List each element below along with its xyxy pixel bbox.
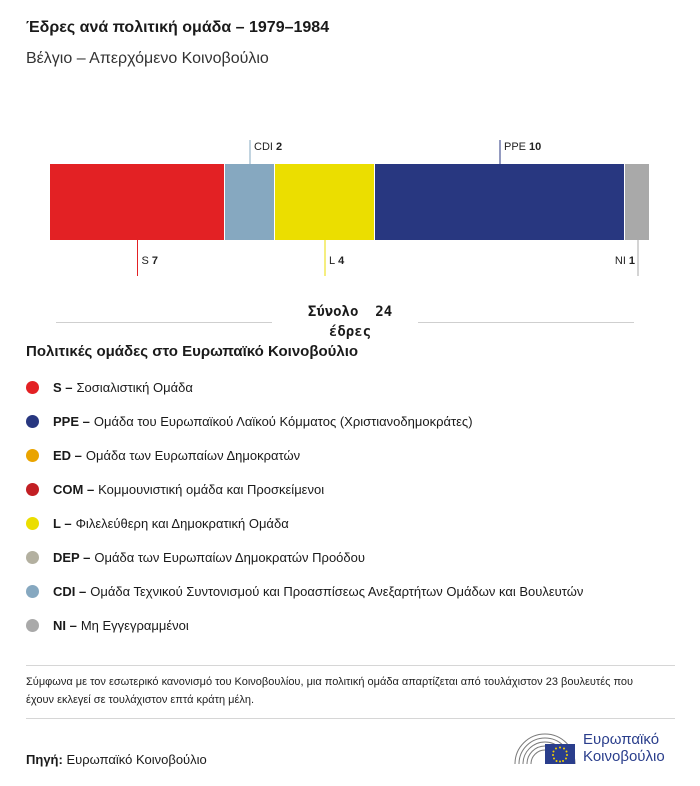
bar-label-category: NI [614,255,626,267]
legend-name: Ομάδα Τεχνικού Συντονισμού και Προασπίσεως Ανεξαρτήτων Ομάδων και Βουλευτών [90,583,584,599]
legend-name: Φιλελεύθερη και Δημοκρατική Ομάδα [75,515,289,531]
bar-label-category: PPE [504,141,527,153]
bar-label-value: 4 [338,255,345,267]
bar-label [254,141,282,153]
legend-item [26,506,583,540]
legend-color-dot [26,551,39,564]
logo-line-1: Ευρωπαϊκό [583,731,660,748]
logo-line-2: Κοινοβούλιο [583,748,665,765]
legend-color-dot [26,619,39,632]
footnote: Σύμφωνα με τον εσωτερικό κανονισμό του Κοινοβουλίου, μια πολιτική ομάδα απαρτίζεται από τουλάχιστον 23 βουλευτές που έχουν εκλεγεί σε τουλάχιστον επτά κράτη μέλη. [26,676,634,706]
bar-label-value: 2 [275,141,283,153]
legend-abbr: DEP – [53,549,91,565]
legend-name: Ομάδα των Ευρωπαίων Δημοκρατών Προόδου [94,549,365,565]
bar-label-value: 10 [529,141,542,153]
legend-name: Ομάδα των Ευρωπαίων Δημοκρατών [85,447,301,463]
legend-item [26,438,583,472]
source-value: Ευρωπαϊκό Κοινοβούλιο [66,752,207,767]
legend-item [26,370,583,404]
total-seats [285,302,415,342]
bar-label-category: L [329,255,336,267]
legend-name: Μη Εγγεγραμμένοι [80,617,189,633]
bar-segment-l [275,164,374,240]
bar-segment-s [50,164,224,240]
total-divider-right [418,322,634,323]
bar-segment-ppe [375,164,624,240]
bar-label [504,141,541,153]
legend-abbr: CDI – [53,583,87,599]
legend-name: Σοσιαλιστική Ομάδα [76,379,193,395]
european-parliament-logo-icon [513,728,577,768]
bar-label [142,255,158,267]
legend-item [26,404,583,438]
legend-color-dot [26,381,39,394]
bar-label [329,255,345,267]
seat-bar-chart [0,130,700,290]
legend-item [26,540,583,574]
legend-color-dot [26,517,39,530]
page-title: Έδρες ανά πολιτική ομάδα – 1979–1984 [26,19,330,36]
legend-item [26,574,583,608]
ep-logo [513,728,665,768]
source [26,752,207,767]
legend-abbr: NI – [53,617,77,633]
total-value: 24 [375,304,393,320]
legend-name: Ομάδα του Ευρωπαϊκού Λαϊκού Κόμματος (Χριστιανοδημοκράτες) [93,413,473,429]
legend-title: Πολιτικές ομάδες στο Ευρωπαϊκό Κοινοβούλιο [26,343,359,360]
bar-segment-ni [625,164,649,240]
legend-abbr: L – [53,515,72,531]
source-label: Πηγή: [26,752,63,767]
legend-abbr: PPE – [53,413,90,429]
total-divider-left [56,322,272,323]
legend-item [26,472,583,506]
page-subtitle: Βέλγιο – Απερχόμενο Κοινοβούλιο [26,50,269,67]
legend-color-dot [26,449,39,462]
legend [26,370,583,642]
legend-name: Κομμουνιστική ομάδα και Προσκείμενοι [98,481,325,497]
bar-segment-cdi [225,164,274,240]
total-unit: έδρες [328,324,372,340]
bar-label [615,255,635,267]
legend-color-dot [26,585,39,598]
legend-color-dot [26,483,39,496]
legend-abbr: S – [53,379,73,395]
bar-label-value: 7 [151,255,158,267]
bar-label-value: 1 [628,255,635,267]
bar-label-category: CDI [254,141,273,153]
divider-top [26,665,675,666]
bar-label-category: S [141,255,149,267]
legend-color-dot [26,415,39,428]
divider-bottom [26,718,675,719]
legend-abbr: COM – [53,481,95,497]
total-label: Σύνολο [307,304,359,320]
legend-abbr: ED – [53,447,82,463]
legend-item [26,608,583,642]
